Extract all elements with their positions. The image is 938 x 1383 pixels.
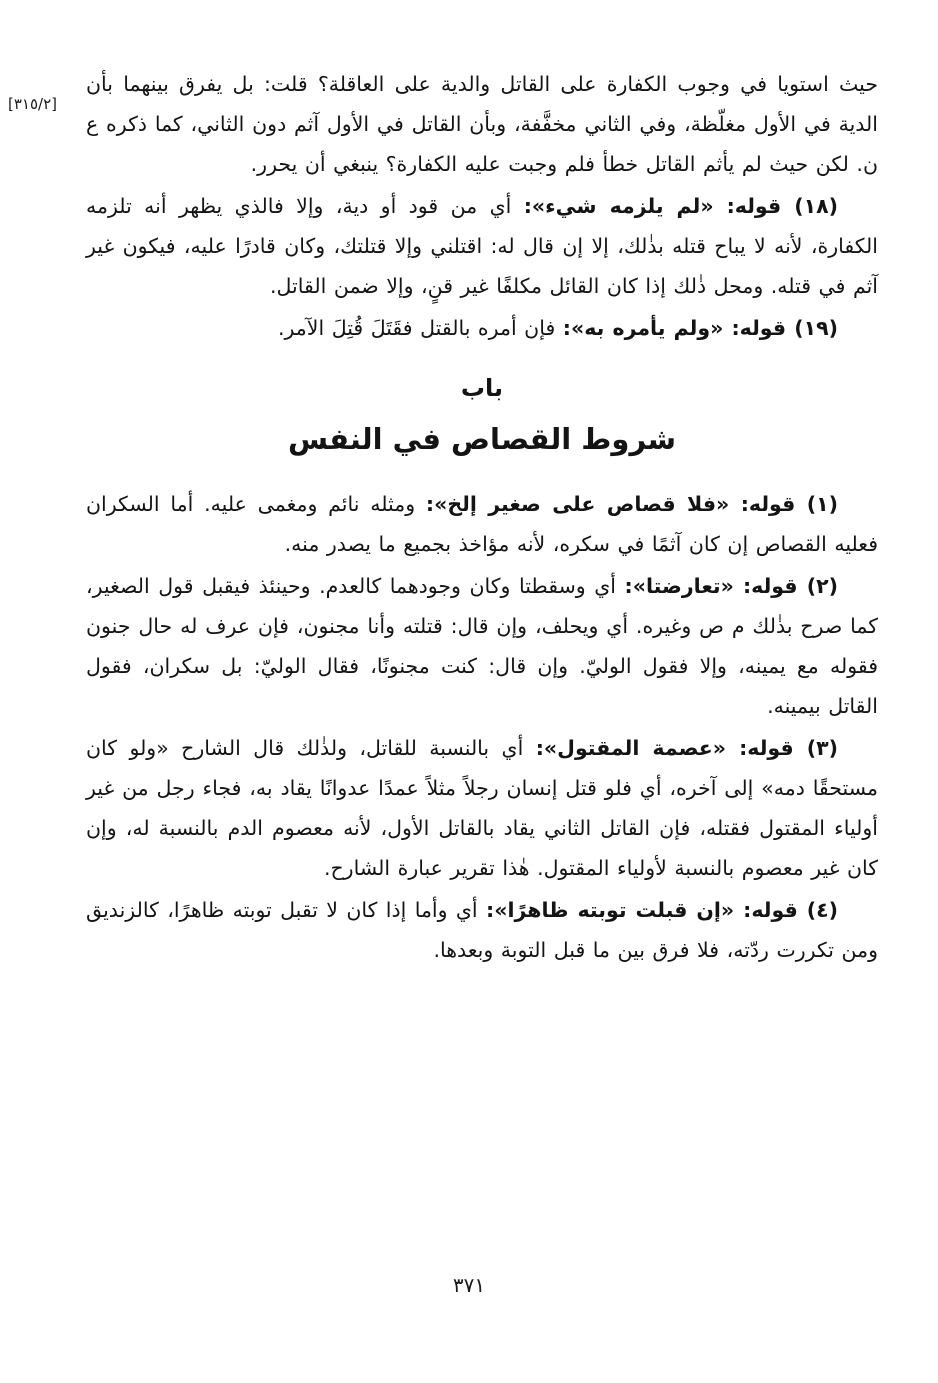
note-body: أي وسقطتا وكان وجودهما كالعدم. وحينئذ فيقبل قول الصغير، كما صرح بذٰلك م ص وغيره. أي ويحلف، وإن قال: قتلته وأنا مجنون، فإن عرف له حال جنون فقوله مع يمينه، وإلا فقول الوليّ. وإن قال: كنت مجنونًا، فقال الوليّ: بل سكران، فقول القاتل بيمينه. bbox=[86, 574, 878, 718]
note-paragraph-1 bbox=[86, 484, 878, 564]
chapter-label: باب bbox=[460, 374, 504, 402]
note-head: (١٨) قوله: «لم يلزمه شيء»: bbox=[523, 194, 838, 218]
note-paragraph-19 bbox=[86, 308, 878, 348]
note-head: (٢) قوله: «تعارضتا»: bbox=[624, 574, 838, 598]
note-paragraph-18 bbox=[86, 186, 878, 306]
note-paragraph-3 bbox=[86, 728, 878, 888]
note-body: فإن أمره بالقتل فقَتَلَ قُتِلَ الآمر. bbox=[277, 316, 556, 340]
note-body: ومثله نائم ومغمى عليه. أما السكران فعليه القصاص إن كان آثمًا في سكره، لأنه مؤاخذ بجميع ما يصدر منه. bbox=[86, 492, 878, 556]
note-head: (١٩) قوله: «ولم يأمره به»: bbox=[562, 316, 838, 340]
note-head: (٤) قوله: «إن قبلت توبته ظاهرًا»: bbox=[486, 898, 838, 922]
note-body: أي بالنسبة للقاتل، ولذٰلك قال الشارح «ولو كان مستحقًا دمه» إلى آخره، أي فلو قتل إنسان رجلاً مثلاً عمدًا عدوانًا يقاد به، فجاء رجل من غير أولياء المقتول فقتله، فإن القاتل الثاني يقاد بالقاتل الأول، لأنه معصوم الدم بالنسبة له، وإن كان غير معصوم بالنسبة لأولياء المقتول. هٰذا تقرير عبارة الشارح. bbox=[86, 736, 878, 880]
page-number: ٣٧١ bbox=[452, 1273, 486, 1297]
text-block bbox=[86, 64, 878, 970]
note-head: (٣) قوله: «عصمة المقتول»: bbox=[535, 736, 838, 760]
note-body: أي وأما إذا كان لا تقبل توبته ظاهرًا، كالزنديق ومن تكررت ردّته، فلا فرق بين ما قبل التوبة وبعدها. bbox=[86, 898, 878, 962]
chapter-title: شروط القصاص في النفس bbox=[287, 422, 677, 456]
margin-volume-page-reference: [٣١٥/٢] bbox=[8, 95, 57, 113]
intro-paragraph: حيث استويا في وجوب الكفارة على القاتل والدية على العاقلة؟ قلت: بل يفرق بينهما بأن الدية في الأول مغلّظة، وفي الثاني مخفَّفة، وبأن القاتل في الأول آثم دون الثاني، كما ذكره ع ن. لكن حيث لم يأثم القاتل خطأ فلم وجبت عليه الكفارة؟ ينبغي أن يحرر. bbox=[86, 72, 878, 176]
note-paragraph-2 bbox=[86, 566, 878, 726]
note-head: (١) قوله: «فلا قصاص على صغير إلخ»: bbox=[425, 492, 838, 516]
note-paragraph-4 bbox=[86, 890, 878, 970]
note-body: أي من قود أو دية، وإلا فالذي يظهر أنه تلزمه الكفارة، لأنه لا يباح قتله بذٰلك، إلا إن قال له: اقتلني وإلا قتلتك، وكان قادرًا عليه، فيكون غير آثم في قتله. ومحل ذٰلك إذا كان القائل مكلفًا غير قنٍ، وإلا ضمن القاتل. bbox=[86, 194, 878, 298]
